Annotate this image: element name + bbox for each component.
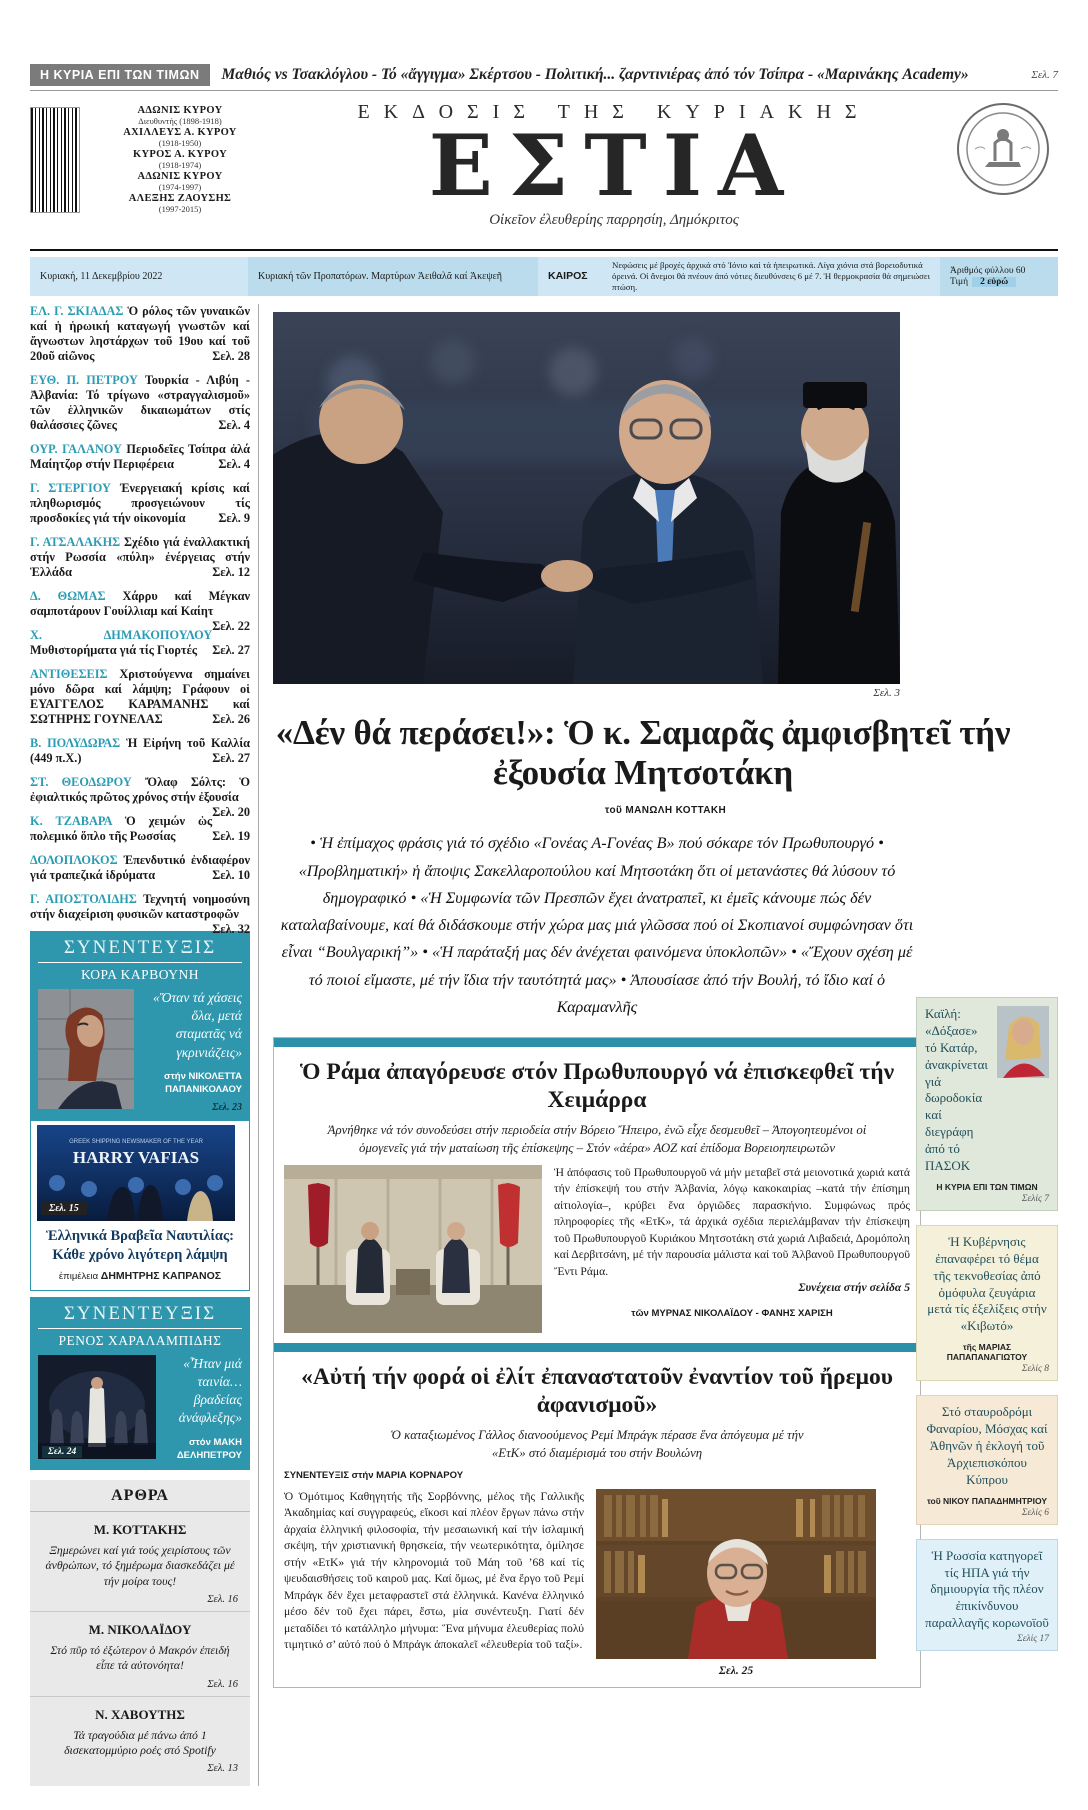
founder-dates: Διευθυντής (1898-1918) bbox=[138, 116, 222, 126]
arthra-page-ref: Σελ. 16 bbox=[207, 1594, 238, 1606]
sidebar-teaser bbox=[30, 535, 250, 580]
teaser-author: Γ. ΑΠΟΣΤΟΛΙΔΗΣ bbox=[30, 891, 137, 906]
sidebar-teaser bbox=[30, 667, 250, 727]
arthra-author: Ν. ΧΑΒΟΥΤΗΣ bbox=[95, 1706, 185, 1722]
teaser-page: Σελ. 4 bbox=[218, 456, 250, 471]
shipping-editor: ἐπιμέλεια ΔΗΜΗΤΡΗΣ ΚΑΠΡΑΝΟΣ bbox=[58, 1269, 222, 1282]
rail-box-footer: τῆς ΜΑΡΙΑΣ ΠΑΠΑΠΑΝΑΓΙΩΤΟΥ bbox=[946, 1342, 1028, 1363]
interview-page-ref: Σελ. 24 bbox=[42, 1446, 82, 1458]
rama-byline: τῶν ΜΥΡΝΑΣ ΝΙΚΟΛΑΪΔΟΥ - ΦΑΝΗΣ ΧΑΡΙΣΗ bbox=[631, 1307, 833, 1319]
teaser-author: Κ. ΤΖΑΒΑΡΑ bbox=[30, 813, 112, 828]
interview-section-title: ΣΥΝΕΝΤΕΥΞΙΣ bbox=[38, 1303, 242, 1329]
teal-divider bbox=[274, 1038, 920, 1047]
brague-body: Ὁ Ὁμότιμος Καθηγητής τῆς Σορβόννης, μέλος τῆς Γαλλικῆς Ἀκαδημίας καί συγγραφεύς, εἴκοσι καί πλέον ἔργων πάνω στήν ἀρχαία ἑλληνική φιλοσοφία, τήν μεσαιωνική καί τήν ἰσλαμική σκέψη, τήν χριστιανική θρησκεία, τήν νεωτερικότητα, ὁμίλησε στήν «ΕτΚ» γιά τήν κληρονομιά τοῦ Μάη τοῦ ’68 καί τίς ψευδαισθήσεις τοῦ καιροῦ μας. Καί ὅμως, μέ ἕνα ἔργο τοῦ Ρεμί Μπράγκ δέν ἔχει μεταφραστεῖ στά ἑλληνικά. Κανένα ἑλληνικό μέσο δέν τοῦ ἔχει πάρει, ἔστω, μία συνέντευξη. Γιατί δέν μεταδίδει τό κατάλληλο μήνυμα: Ἕνα μήνυμα ἐλευθερίας πολύ τιμητικό σ’ αὐτό πού ὁ Μπράγκ ἀποκαλεῖ «ἐλευθερία τοῦ ταξί». bbox=[284, 1489, 584, 1651]
teaser-page: Σελ. 22 bbox=[212, 618, 250, 633]
teaser-text: Ἐνεργειακή κρίσις καί πληθωρισμός προσγειώνουν τίς προσδοκίες γιά τήν οἰκονομία bbox=[30, 480, 250, 525]
arthra-author: Μ. ΝΙΚΟΛΑΪΔΟΥ bbox=[88, 1622, 192, 1638]
arthra-page-ref: Σελ. 13 bbox=[207, 1763, 238, 1775]
founder-dates: (1918-1950) bbox=[158, 138, 202, 148]
sidebar-teaser bbox=[30, 853, 250, 883]
interviewer-credit: στήν ΝΙΚΟΛΕΤΤΑ ΠΑΠΑΝΙΚΟΛΑΟΥ bbox=[164, 1070, 242, 1096]
masthead bbox=[30, 91, 1058, 241]
rail-box-text: Στό σταυροδρόμι Φαναρίου, Μόσχας καί Ἀθηνῶν ἡ ἐκλογή τοῦ Ἀρχιεπισκόπου Κύπρου bbox=[926, 1404, 1048, 1487]
founder-dates: (1997-2015) bbox=[158, 204, 202, 214]
kaili-photo bbox=[997, 1006, 1049, 1078]
masthead-rule bbox=[30, 249, 1058, 251]
teaser-author: ΕΥΘ. Π. ΠΕΤΡΟΥ bbox=[30, 372, 138, 387]
lead-summary-bullets: • Ἡ ἐπίμαχος φράσις γιά τό σχέδιο «Γονέας Α-Γονέας Β» πού σόκαρε τόν Πρωθυπουργό • «Προβληματική» ἡ ἄποψις Σακελλαροπούλου καί Μητσοτάκη ὅτι οἱ μετανάστες θά λύσουν τό δημογραφικό • «Ἡ Συμφωνία τῶν Πρεσπῶν ἔχει ἀνατραπεῖ, κι ἐμεῖς κάνουμε πώς δέν καταλαβαίνουμε, καί θά διδάσκουμε στήν χώρα μας μιά γλῶσσα πού οἱ Σκοπιανοί συμφώνησαν ὅτι εἶναι “Βουλγαρική”» • «Ἡ παράταξή μας δέν ἀνέχεται φαινόμενα ὑποκλοπῶν» • «Ἔχουν σχέση μέ τό ποιοί εἴμαστε, μέ τήν ἴδια τήν ταυτότητά μας» • Ἀπουσίασε ἀπό τήν Βουλή, τό ἴδιο καί ὁ Καραμανλῆς bbox=[280, 834, 914, 1016]
rail-box-footer: τοῦ ΝΙΚΟΥ ΠΑΠΑΔΗΜΗΤΡΙΟΥ bbox=[926, 1495, 1047, 1506]
date-label: Κυριακή, 11 Δεκεμβρίου 2022 bbox=[30, 257, 248, 296]
rail-box-kivotos bbox=[916, 1225, 1058, 1381]
teaser-text: Χάρρυ καί Μέγκαν σαμποτάρουν Γουίλλιαμ καί Καίητ bbox=[30, 588, 251, 618]
teaser-author: Δ. ΘΩΜΑΣ bbox=[30, 588, 106, 603]
arthra-author: Μ. ΚΟΤΤΑΚΗΣ bbox=[93, 1522, 187, 1538]
interviewee-name: ΚΟΡΑ ΚΑΡΒΟΥΝΗ bbox=[80, 966, 200, 982]
rama-meeting-photo bbox=[284, 1165, 542, 1333]
arthra-item bbox=[30, 1697, 250, 1781]
arthra-page-ref: Σελ. 16 bbox=[207, 1678, 238, 1690]
founder-dates: (1918-1974) bbox=[158, 160, 202, 170]
teaser-text: Ἐπενδυτικό ἐνδιαφέρον γιά τραπεζικά ἱδρύματα bbox=[30, 852, 250, 882]
teaser-page: Σελ. 27 bbox=[212, 642, 250, 657]
edition-line: ΕΚΔΟΣΙΣ ΤΗΣ ΚΥΡΙΑΚΗΣ bbox=[357, 101, 871, 123]
interview-box-karvouni bbox=[30, 931, 250, 1121]
lead-photo-block bbox=[273, 312, 900, 699]
byline-author: ΜΑΝΩΛΗ ΚΟΤΤΑΚΗ bbox=[625, 805, 727, 817]
teaser-author: Χ. ΔΗΜΑΚΟΠΟΥΛΟΥ bbox=[30, 627, 213, 642]
price-label: Τιμή bbox=[950, 276, 969, 287]
teaser-author: Γ. ΣΤΕΡΓΙΟΥ bbox=[30, 480, 111, 495]
rail-box-page-ref: Σελίς 7 bbox=[1021, 1193, 1049, 1204]
interview-quote: «Ἦταν μιά ταινία… βραδείας ἀνάφλεξης» bbox=[178, 1355, 242, 1426]
brague-article bbox=[274, 1352, 920, 1687]
teaser-text: Ἡ Εἰρήνη τοῦ Καλλία (449 π.Χ.) bbox=[30, 735, 250, 765]
teal-divider bbox=[274, 1343, 920, 1352]
price-value: 2 εὐρώ bbox=[972, 277, 1016, 287]
sidebar-teaser bbox=[30, 774, 250, 819]
teaser-page: Σελ. 10 bbox=[212, 867, 250, 882]
saints-label: Κυριακή τῶν Προπατόρων. Μαρτύρων Ἀειθαλᾶ καί Ἀκεψεῆ bbox=[248, 257, 538, 296]
issue-number: Ἀριθμός φύλλου 60 bbox=[950, 265, 1026, 276]
arthra-title: ΑΡΘΡΑ bbox=[30, 1480, 250, 1512]
issue-price-box bbox=[940, 257, 1058, 296]
brague-photo bbox=[596, 1489, 876, 1659]
sidebar-teaser bbox=[30, 588, 251, 633]
interview-section-title: ΣΥΝΕΝΤΕΥΞΙΣ bbox=[38, 937, 242, 963]
teaser-text: Σχέδιο γιά ἐναλλακτική στήν Ρωσσία «πύλη» ἐνέργειας στήν Ἑλλάδα bbox=[30, 534, 250, 579]
rama-article bbox=[274, 1047, 920, 1343]
lead-photo-samaras-mitsotakis bbox=[273, 312, 900, 684]
weather-text: Νεφώσεις μέ βροχές ἀρχικά στό Ἰόνιο καί τά ἠπειρωτικά. Λίγα χιόνια στά βορειοδυτικά ὀρεινά. Οἱ ἄνεμοι θά πνέουν ἀπό νότιες διευθύνσεις 6 μέ 7. Ἡ θερμοκρασία θά σημειώσει πτώση. bbox=[602, 257, 940, 296]
brague-byline: ΣΥΝΕΝΤΕΥΞΙΣ στήν ΜΑΡΙΑ ΚΟΡΝΑΡΟΥ bbox=[284, 1469, 464, 1481]
shipping-title: Ἑλληνικά Βραβεῖα Ναυτιλίας: Κάθε χρόνο λιγότερη λάμψη bbox=[46, 1228, 234, 1263]
rail-box-page-ref: Σελίς 8 bbox=[1021, 1364, 1049, 1375]
top-strip-label: Η ΚΥΡΙΑ ΕΠΙ ΤΩΝ ΤΙΜΩΝ bbox=[30, 64, 210, 86]
teaser-text: Ὄλαφ Σόλτς: Ὁ ἐφιαλτικός πρῶτος χρόνος στήν ἐξουσία bbox=[30, 774, 250, 804]
charalampidis-photo bbox=[38, 1355, 156, 1462]
right-rail bbox=[916, 997, 1058, 1665]
founder-name: ΑΛΕΞΗΣ ΖΑΟΥΣΗΣ bbox=[128, 193, 232, 204]
teaser-text: Χριστούγεννα σημαίνει μόνο δῶρα καί λάμψη; Γράφουν οἱ ΕΥΑΓΓΕΛΟΣ ΚΑΡΑΜΑΝΗΣ καί ΣΩΤΗΡΗΣ ΓΟΥΝΕΛΑΣ bbox=[30, 666, 250, 726]
founders-list bbox=[90, 101, 270, 215]
brague-subhead: Ὁ καταξιωμένος Γάλλος διανοούμενος Ρεμί Μπράγκ πέρασε ἕνα ἀπόγευμα μέ τήν «ΕτΚ» στό διαμέρισμά του στήν Βουλώνη bbox=[390, 1428, 804, 1460]
interview-quote: «Ὅταν τά χάσεις ὅλα, μετά σταματᾶς νά γκρινιάζεις» bbox=[152, 989, 242, 1060]
rail-box-text: Ἡ Κυβέρνησις ἐπαναφέρει τό θέμα τῆς τεκνοθεσίας ἀπό ὁμόφυλα ζευγάρια μετά τίς ἐξελίξεις στήν «Κιβωτό» bbox=[927, 1233, 1047, 1334]
rama-subhead: Ἀρνήθηκε νά τόν συνοδεύσει στήν περιοδεία στήν Βόρειο Ἤπειρο, ἐνῶ εἶχε δεσμευθεῖ – Ἀπογοητευμένοι οἱ ὁμογενεῖς γιά τήν ματαίωση τῆς ἐπίσκεψης – Στόν «ἀέρα» ΑΟΖ καί ἐπίδομα Βορειοηπειρωτῶν bbox=[327, 1123, 867, 1155]
rail-box-page-ref: Σελίς 6 bbox=[1021, 1507, 1049, 1518]
top-strip-headline: Μαθιός vs Τσακλόγλου - Τό «ἄγγιγμα» Σκέρτσου - Πολιτική... ζαρντινιέρας ἀπό τόν Τσίπρα - «Μαρινάκης Academy» bbox=[221, 66, 969, 83]
founder-name: ΚΥΡΟΣ Α. ΚΥΡΟΥ bbox=[133, 149, 227, 160]
brague-headline: «Αὐτή τήν φορά οἱ ἐλίτ ἐπαναστατοῦν ἐναντίον τοῦ ἤρεμου ἀφανισμοῦ» bbox=[301, 1363, 893, 1418]
newspaper-title: ΕΣΤΙΑ bbox=[428, 116, 800, 215]
lead-byline bbox=[273, 805, 1058, 816]
svg-text:GREEK SHIPPING NEWSMAKER OF TH: GREEK SHIPPING NEWSMAKER OF THE YEAR bbox=[69, 1139, 203, 1146]
brague-page-ref: Σελ. 25 bbox=[718, 1664, 754, 1677]
karvouni-photo bbox=[38, 989, 134, 1113]
teaser-page: Σελ. 32 bbox=[212, 921, 250, 936]
articles-box bbox=[273, 1037, 921, 1688]
rail-box-footer: Η ΚΥΡΙΑ ΕΠΙ ΤΩΝ ΤΙΜΩΝ bbox=[936, 1181, 1038, 1192]
teaser-page: Σελ. 9 bbox=[218, 510, 250, 525]
sidebar-teaser bbox=[30, 736, 250, 766]
teaser-page: Σελ. 28 bbox=[212, 348, 250, 363]
rail-box-text: Ἡ Ρωσσία κατηγορεῖ τίς ΗΠΑ γιά τήν δημιουργία τῆς πλέον ἐπικίνδυνου παραλλαγῆς κορωνοϊοῦ bbox=[925, 1547, 1049, 1631]
arthra-text: Ξημερώνει καί γιά τούς χειρίστους τῶν ἀνθρώπων, τό ξημέρωμα διασκεδάζει μέ τήν μοίρα τους! bbox=[45, 1543, 235, 1588]
arthra-item bbox=[30, 1512, 250, 1612]
sidebar-teaser bbox=[30, 373, 250, 433]
sidebar-teaser bbox=[30, 891, 251, 936]
teaser-text: Τεχνητή νοημοσύνη στήν διαχείριση φυσικῶν καταστροφῶν bbox=[30, 891, 251, 921]
sidebar-teaser bbox=[30, 442, 250, 472]
left-sidebar bbox=[30, 304, 258, 1786]
rail-box-text: Καϊλή: «Δόξασε» τό Κατάρ, ἀνακρίνεται γιά δωροδοκία καί διεγράφη ἀπό τό ΠΑΣΟΚ bbox=[925, 1005, 988, 1173]
newspaper-seal-emblem bbox=[955, 101, 1051, 197]
top-strip-page-ref: Σελ. 7 bbox=[1031, 69, 1058, 81]
vafias-photo bbox=[37, 1125, 243, 1221]
teaser-text: Μυθιστορήματα γιά τίς Γιορτές bbox=[30, 642, 198, 657]
sidebar-teaser bbox=[30, 304, 250, 364]
rama-headline: Ὁ Ράμα ἀπαγόρευσε στόν Πρωθυπουργό νά ἐπισκεφθεῖ τήν Χειμάρρα bbox=[299, 1058, 895, 1113]
motto: Οἰκεῖον ἐλευθερίης παρρησίη, Δημόκριτος bbox=[489, 211, 739, 228]
teaser-author: ΣΤ. ΘΕΟΔΩΡΟΥ bbox=[30, 774, 132, 789]
teaser-text: Περιοδεῖες Τσίπρα ἀλά Μαίητζορ στήν Περιφέρεια bbox=[30, 441, 250, 471]
founder-name: ΑΧΙΛΛΕΥΣ Α. ΚΥΡΟΥ bbox=[123, 127, 237, 138]
teaser-author: ΟΥΡ. ΓΑΛΑΝΟΥ bbox=[30, 441, 122, 456]
rail-box-cyprus bbox=[916, 1395, 1058, 1524]
founder-dates: (1974-1997) bbox=[158, 182, 202, 192]
shipping-page-ref: Σελ. 15 bbox=[41, 1202, 87, 1215]
teaser-author: Β. ΠΟΛΥΔΩΡΑΣ bbox=[30, 735, 121, 750]
teaser-author: ΔΟΛΟΠΛΟΚΟΣ bbox=[30, 852, 118, 867]
top-strip bbox=[30, 64, 1058, 91]
teaser-author: ΑΝΤΙΘΕΣΕΙΣ bbox=[30, 666, 108, 681]
teaser-text: Τουρκία - Λιβύη - Ἀλβανία: Τό τρίγωνο «στραγγαλισμοῦ» τῶν ἑλληνικῶν δικαιωμάτων στίς θαλάσσιες ζῶνες bbox=[30, 372, 250, 432]
teaser-author: ΕΛ. Γ. ΣΚΙΑΔΑΣ bbox=[30, 303, 124, 318]
teaser-author: Γ. ΑΤΣΑΛΑΚΗΣ bbox=[30, 534, 121, 549]
main-region bbox=[258, 304, 1058, 1786]
newspaper-front-page bbox=[0, 64, 1088, 1810]
interviewer-credit: στόν ΜΑΚΗ ΔΕΛΗΠΕΤΡΟΥ bbox=[176, 1436, 242, 1461]
barcode bbox=[30, 107, 80, 213]
teaser-page: Σελ. 19 bbox=[212, 828, 250, 843]
arthra-item bbox=[30, 1612, 250, 1697]
teaser-page: Σελ. 26 bbox=[212, 711, 250, 726]
rail-box-page-ref: Σελίς 17 bbox=[1017, 1634, 1049, 1645]
arthra-text: Στό πῦρ τό ἐξώτερον ὁ Μακρόν ἐπειδή εἶπε τά αὐτονόητα! bbox=[50, 1643, 230, 1673]
sidebar-teaser bbox=[30, 481, 250, 526]
weather-label: ΚΑΙΡΟΣ bbox=[538, 257, 602, 296]
teaser-page: Σελ. 20 bbox=[212, 804, 250, 819]
rama-body: Ἡ ἀπόφασις τοῦ Πρωθυπουργοῦ νά μήν μεταβεῖ στά μειονοτικά χωριά κατά τήν ἐπίσκεψή του στήν Ἀλβανία, λόγῳ κακοκαιρίας –κατά τήν ἐπίσημη αἰτιολογία–, κρύβει ἕνα ὀργιῶδες παρασκήνιο. Συμφώνως πρός πληροφορίες τῆς «ΕτΚ», τά ἀρχικά σχέδια περιελάμβαναν τήν ἐπίσκεψη τοῦ Πρωθυπουργοῦ Κυριάκου Μητσοτάκη στά χωριά Λιβαδειά, Δρομόπολη καί Δερβιτσάνη, μέ τήν παρουσία μάλιστα καί τοῦ Ἀλβανοῦ Πρωθυπουργοῦ Ἔντι Ράμα. Συνέχεια στήν σελίδα 5 τῶν ΜΥΡΝΑΣ ΝΙΚΟΛΑΪΔΟΥ - ΦΑΝΗΣ ΧΑΡΙΣΗ bbox=[554, 1165, 910, 1319]
interview-box-charalampidis bbox=[30, 1297, 250, 1470]
svg-text:HARRY VAFIAS: HARRY VAFIAS bbox=[72, 1148, 200, 1168]
lead-headline: «Δέν θά περάσει!»: Ὁ κ. Σαμαρᾶς ἀμφισβητεῖ τήν ἐξουσία Μητσοτάκη bbox=[275, 712, 1011, 793]
rama-continuation: Συνέχεια στήν σελίδα 5 bbox=[798, 1281, 910, 1295]
rail-box-kaili bbox=[916, 997, 1058, 1211]
founder-name: ΑΔΩΝΙΣ ΚΥΡΟΥ bbox=[137, 171, 223, 182]
info-bar bbox=[30, 257, 1058, 296]
arthra-text: Τά τραγούδια μέ πάνω ἀπό 1 δισεκατομμύριο ροές στό Spotify bbox=[64, 1727, 216, 1758]
interview-page-ref: Σελ. 23 bbox=[212, 1102, 242, 1114]
arthra-box bbox=[30, 1480, 250, 1786]
shipping-awards-block bbox=[30, 1121, 250, 1290]
byline-prefix: τοῦ bbox=[604, 805, 623, 817]
teaser-page: Σελ. 27 bbox=[212, 750, 250, 765]
lead-photo-caption: Σελ. 3 bbox=[873, 686, 900, 699]
teaser-page: Σελ. 4 bbox=[218, 417, 250, 432]
interviewee-name: ΡΕΝΟΣ ΧΑΡΑΛΑΜΠΙΔΗΣ bbox=[58, 1332, 222, 1348]
founder-name: ΑΔΩΝΙΣ ΚΥΡΟΥ bbox=[137, 105, 223, 116]
teaser-text: Ὁ χειμών ὡς πολεμικό ὅπλο τῆς Ρωσσίας bbox=[30, 813, 213, 843]
teaser-text: Ὁ ρόλος τῶν γυναικῶν καί ἡ ἡρωική καταγωγή γνωστῶν καί ἄγνωστων ληστάρχων τοῦ 19ου καί τοῦ 20οῦ αἰῶνος bbox=[30, 303, 250, 363]
rail-box-russia bbox=[916, 1539, 1058, 1651]
teaser-page: Σελ. 12 bbox=[212, 564, 250, 579]
